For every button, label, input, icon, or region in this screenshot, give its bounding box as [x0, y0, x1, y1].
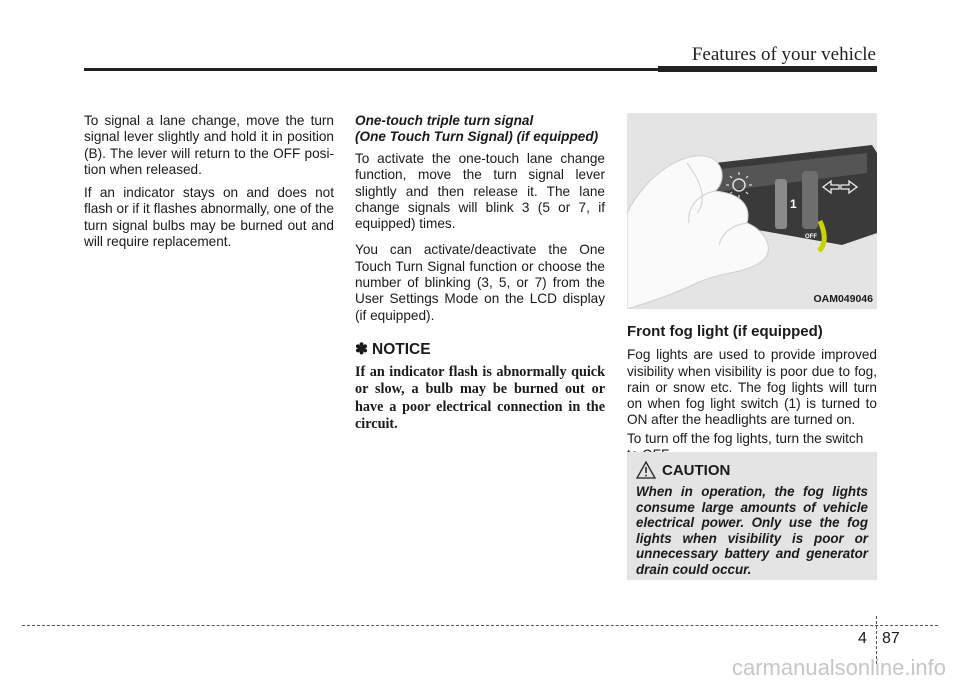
caution-title: CAUTION [662, 461, 731, 479]
caution-box [627, 452, 877, 580]
notice-body: If an indicator flash is abnormally quick or slow, a bulb may be burned out or have a poor electrical connection in the circuit. [355, 364, 605, 432]
fog-light-switch-figure [627, 113, 877, 309]
notice-heading [355, 342, 605, 358]
subheading-line-2: (One Touch Turn Signal) (if equipped) [355, 129, 599, 144]
one-touch-settings-paragraph: You can activate/deactivate the One Touch Turn Signal function or choose the number of blinking (3, 5, or 7) from the User Settings Mode on the LCD display (if equipped). [355, 242, 605, 323]
column-left [84, 113, 334, 257]
fog-light-paragraph: Fog lights are used to provide improved visibility when visibility is poor due to fog, rain or snow etc. The fog lights will turn on when fog light switch (1) is turned to ON after the headlights are turned on. [627, 347, 877, 428]
chapter-number: 4 [858, 630, 867, 647]
caution-body: When in operation, the fog lights consume large amounts of vehicle electrical power. Only use the fog lights when visibility is poor or unnecessary battery and generator drain could occur. [636, 484, 868, 577]
caution-heading [636, 461, 730, 479]
header-rule [84, 68, 658, 71]
fog-switch-number-label: 1 [790, 197, 797, 211]
one-touch-subheading [355, 113, 605, 145]
hand-lever-illustration [627, 113, 877, 309]
header-rule-thick [658, 66, 877, 72]
subheading-line-1: One-touch triple turn signal [355, 113, 534, 128]
lane-change-paragraph: To signal a lane change, move the turn signal lever slightly and hold it in position (B). The lever will return to the OFF posi-tion when released. [84, 113, 334, 177]
warning-triangle-icon [636, 461, 656, 479]
one-touch-activate-paragraph: To activate the one-touch lane change function, move the turn signal lever slightly and then release it. The lane change signals will blink 3 (5 or 7, if equipped) times. [355, 151, 605, 232]
fog-light-off-paragraph: To turn off the fog lights, turn the switch [627, 430, 864, 446]
indicator-paragraph: If an indicator stays on and does not flash or if it flashes abnormally, one of the turn signal bulbs may be burned out and will require replacement. [84, 185, 334, 250]
page-number: 87 [882, 630, 900, 647]
column-middle [355, 113, 605, 433]
column-right [627, 113, 877, 470]
footer-rule [22, 625, 938, 626]
notice-symbol-icon: ✽ [355, 340, 368, 358]
figure-code: OAM049046 [813, 292, 873, 305]
fog-switch-off-label: OFF [805, 234, 817, 240]
section-header-title: Features of your vehicle [691, 44, 876, 65]
watermark: carmanualsonline.info [731, 655, 946, 680]
notice-title: NOTICE [372, 340, 431, 358]
fog-light-heading: Front fog light (if equipped) [627, 323, 823, 340]
